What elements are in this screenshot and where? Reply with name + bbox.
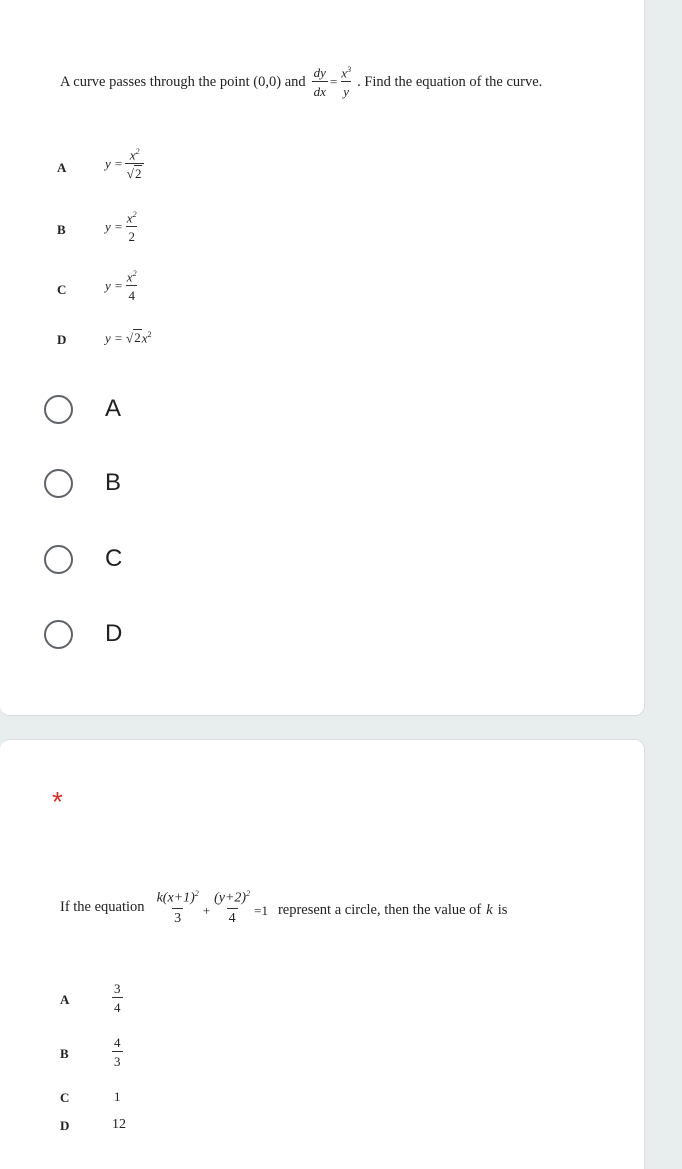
question-1-text: A curve passes through the point (0,0) and $\frac{dy}{dx}$ = $\frac{x^3}{y}$ . Find the equation of the curve. — [60, 65, 543, 100]
x3-y-fraction: $\frac{x^3}{y}$ — [341, 65, 352, 100]
question-2-text: If the equation $\frac{k(x+1)^2}{3}$ + $\frac{(y+2)^2}{4}$ =1 represent a circle, then the value of k is — [60, 889, 508, 926]
q1-option-letter-a: A — [57, 160, 67, 175]
q1-option-d-equation: $y = √2x^2$ — [105, 330, 152, 346]
circle-frac-2: $\frac{(y+2)^2}{4}$ — [214, 889, 251, 926]
question-1-text-before: A curve passes through the point (0,0) and — [60, 73, 306, 90]
q2-option-d-value: 12 — [112, 1117, 126, 1132]
radio-button-a[interactable] — [44, 395, 73, 424]
q1-option-a-equation: y = $\frac{x^2}{√2}$ — [105, 148, 146, 180]
q1-option-letter-c: C — [57, 282, 67, 297]
q2-option-letter-c: C — [60, 1090, 70, 1105]
required-asterisk: * — [52, 786, 63, 817]
q2-option-letter-d: D — [60, 1118, 70, 1133]
q1-option-letter-b: B — [57, 222, 66, 237]
q2-option-b-value: $\frac{4}{3}$ — [114, 1035, 121, 1069]
radio-button-c[interactable] — [44, 545, 73, 574]
choice-b[interactable] — [44, 467, 121, 499]
choice-label-d: D — [105, 620, 123, 647]
choice-label-a: A — [105, 395, 122, 422]
question-1-text-after: . Find the equation of the curve. — [357, 73, 543, 90]
q1-option-b-equation: y = $\frac{x^2}{2}$ — [105, 210, 137, 245]
radio-button-b[interactable] — [44, 469, 73, 498]
q2-option-letter-b: B — [60, 1046, 69, 1061]
question-card-2 — [0, 739, 645, 1169]
choice-c[interactable] — [44, 543, 122, 575]
choice-label-b: B — [105, 469, 122, 496]
choice-label-c: C — [105, 545, 123, 572]
q1-option-letter-d: D — [57, 332, 67, 347]
q2-option-a-value: $\frac{3}{4}$ — [114, 981, 121, 1015]
circle-frac-1: $\frac{k(x+1)^2}{3}$ — [156, 889, 199, 926]
dy-dx-fraction: $\frac{dy}{dx}$ — [313, 65, 326, 100]
q2-option-letter-a: A — [60, 992, 70, 1007]
choice-a[interactable] — [44, 393, 121, 425]
q2-option-c-value: 1 — [114, 1089, 121, 1104]
radio-button-d[interactable] — [44, 620, 73, 649]
q1-option-c-equation: y = $\frac{x^2}{4}$ — [105, 269, 137, 304]
choice-d[interactable] — [44, 618, 122, 650]
